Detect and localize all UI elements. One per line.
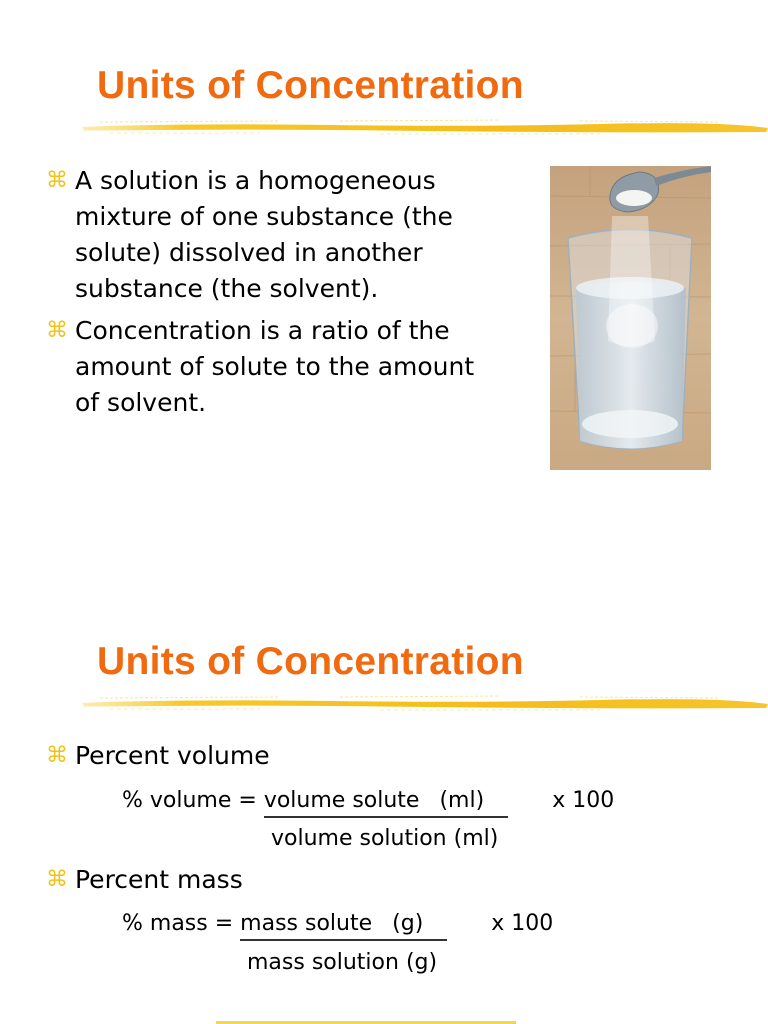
formula-numerator [240,909,447,941]
percent-mass-section [46,862,243,904]
command-bullet-icon: ⌘ [46,867,68,892]
numerator-text: volume solute [263,788,420,813]
bullet-line: Concentration is a ratio of the [75,316,450,345]
bullet-line: substance (the solvent). [75,274,379,303]
slide-title: Units of Concentration [97,640,524,683]
formula-multiplier: x 100 [552,788,615,813]
section-heading: Percent volume [75,741,270,770]
numerator-text: mass solute [240,911,373,936]
bullet-list [46,163,526,427]
command-bullet-icon: ⌘ [46,168,68,193]
percent-mass-denominator: mass solution (g) [247,950,438,975]
formula-numerator [264,786,508,818]
formula-lhs: % mass = [122,911,234,936]
bullet-line: A solution is a homogeneous [75,166,436,195]
slide-title: Units of Concentration [97,64,524,107]
bullet-line: amount of solute to the amount [75,352,475,381]
formula-lhs: % volume = [122,788,257,813]
title-brush-underline [80,118,768,136]
numerator-unit: (g) [392,911,424,936]
bullet-line: of solvent. [75,388,207,417]
numerator-unit: (ml) [439,788,485,813]
percent-volume-section [46,738,270,780]
bullet-item [46,163,526,307]
section-heading: Percent mass [75,865,243,894]
bullet-line: solute) dissolved in another [75,238,423,267]
command-bullet-icon: ⌘ [46,318,68,343]
salt-water-glass-photo [550,166,711,470]
percent-mass-formula [122,909,553,941]
slide-2 [0,600,768,1024]
title-brush-underline [80,694,768,712]
formula-multiplier: x 100 [491,911,554,936]
percent-volume-denominator: volume solution (ml) [271,826,499,851]
command-bullet-icon: ⌘ [46,743,68,768]
bullet-item [46,862,243,898]
percent-volume-formula [122,786,614,818]
bullet-item [46,738,270,774]
bullet-line: mixture of one substance (the [75,202,453,231]
bullet-item [46,313,526,421]
